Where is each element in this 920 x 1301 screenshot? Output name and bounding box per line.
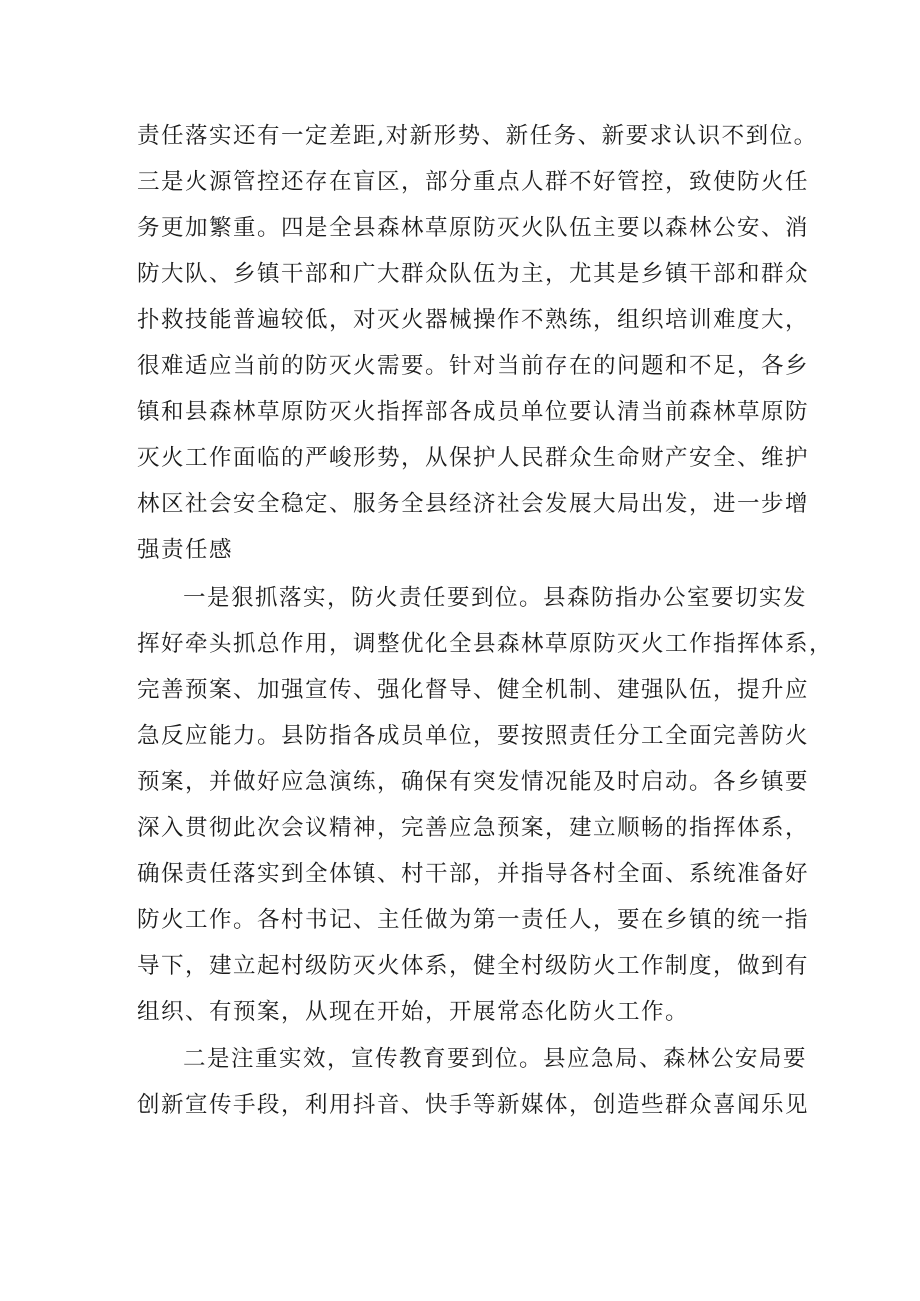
paragraph-start-line: 一是狠抓落实，防火责任要到位。县森防指办公室要切实发 <box>183 585 808 611</box>
text-line: 镇和县森林草原防灭火指挥部各成员单位要认清当前森林草原防 <box>137 399 810 425</box>
text-line: 完善预案、加强宣传、强化督导、健全机制、建强队伍，提升应 <box>137 677 810 703</box>
text-line: 三是火源管控还存在盲区，部分重点人群不好管控，致使防火任 <box>137 169 810 195</box>
text-line: 组织、有预案，从现在开始，开展常态化防火工作。 <box>137 999 690 1025</box>
text-line: 林区社会安全稳定、服务全县经济社会发展大局出发，进一步增 <box>137 491 810 517</box>
text-line: 责任落实还有一定差距,对新形势、新任务、新要求认识不到位。 <box>137 123 818 149</box>
text-line: 防火工作。各村书记、主任做为第一责任人，要在乡镇的统一指 <box>137 907 810 933</box>
text-line: 创新宣传手段，利用抖音、快手等新媒体，创造些群众喜闻乐见 <box>137 1092 810 1118</box>
text-line: 确保责任落实到全体镇、村干部，并指导各村全面、系统准备好 <box>137 861 810 887</box>
text-line: 导下，建立起村级防灭火体系，健全村级防火工作制度，做到有 <box>137 953 810 979</box>
text-line: 灭火工作面临的严峻形势，从保护人民群众生命财产安全、维护 <box>137 445 810 471</box>
text-line: 深入贯彻此次会议精神，完善应急预案，建立顺畅的指挥体系， <box>137 815 810 841</box>
text-line: 务更加繁重。四是全县森林草原防灭火队伍主要以森林公安、消 <box>137 215 810 241</box>
text-line: 防大队、乡镇干部和广大群众队伍为主，尤其是乡镇干部和群众 <box>137 261 810 287</box>
paragraph-start-line: 二是注重实效，宣传教育要到位。县应急局、森林公安局要 <box>183 1046 808 1072</box>
text-line: 强责任感 <box>137 537 234 563</box>
text-line: 很难适应当前的防灭火需要。针对当前存在的问题和不足，各乡 <box>137 353 810 379</box>
text-line: 急反应能力。县防指各成员单位，要按照责任分工全面完善防火 <box>137 723 810 749</box>
text-line: 扑救技能普遍较低，对灭火器械操作不熟练，组织培训难度大， <box>137 307 810 333</box>
text-line: 预案，并做好应急演练，确保有突发情况能及时启动。各乡镇要 <box>137 769 810 795</box>
text-line: 挥好牵头抓总作用，调整优化全县森林草原防灭火工作指挥体系， <box>137 631 834 657</box>
